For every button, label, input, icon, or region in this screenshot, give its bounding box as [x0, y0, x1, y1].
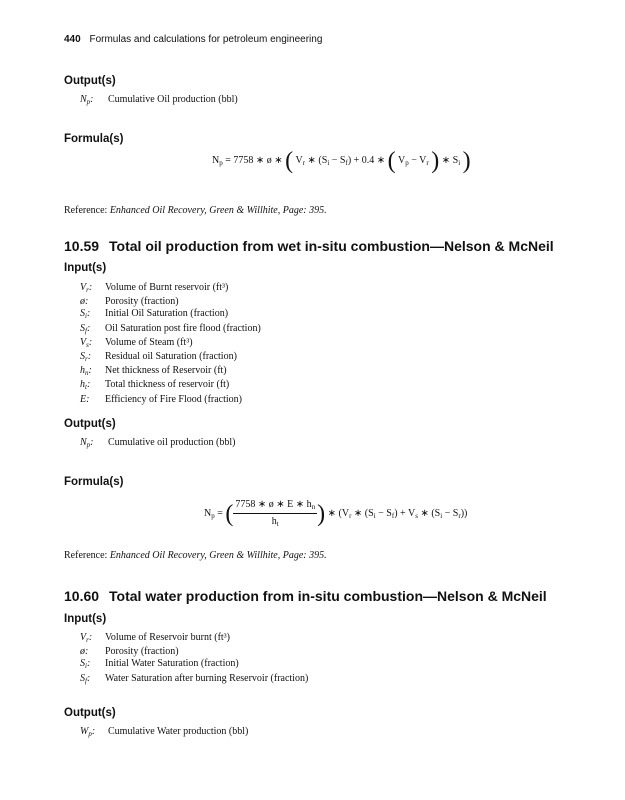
variable-symbol: $V_s$: [80, 336, 93, 349]
variable-row [80, 437, 235, 451]
variable-symbol: $N_p$: [80, 94, 94, 106]
reference-label: Reference: [64, 205, 108, 216]
section-number: 10.59 [64, 238, 100, 254]
variable-row [80, 726, 248, 740]
reference-source: Enhanced Oil Recovery, Green & Willhite, Page: 395. [109, 550, 327, 561]
variable-symbol: $h_n$: [80, 365, 92, 378]
variable-description: Initial Water Saturation (fraction) [105, 658, 239, 670]
variable-description: Initial Oil Saturation (fraction) [105, 308, 229, 320]
reference-label: Reference: [64, 550, 108, 561]
output-list [80, 94, 238, 108]
variable-description: Porosity (fraction) [105, 296, 179, 308]
variable-row [80, 351, 261, 365]
output-heading: Output(s) [64, 707, 116, 719]
section-number: 10.60 [64, 588, 100, 604]
variable-symbol: E: [80, 393, 90, 405]
variable-symbol: $W_p$: [80, 726, 96, 738]
section-heading-10-59 [64, 238, 554, 254]
variable-description: Cumulative Water production (bbl) [108, 726, 249, 737]
output-heading: Output(s) [64, 75, 116, 87]
variable-row [80, 394, 261, 406]
variable-description: Net thickness of Reservoir (ft) [105, 365, 227, 377]
section-title: Total water production from in-situ combustion—Nelson & McNeil [109, 588, 547, 604]
variable-row [80, 365, 261, 379]
variable-symbol: $V_r$: [80, 282, 93, 294]
variable-description: Porosity (fraction) [105, 646, 179, 658]
variable-description: Residual oil Saturation (fraction) [105, 351, 237, 363]
variable-symbol: $h_t$: [80, 379, 91, 392]
output-heading: Output(s) [64, 418, 116, 430]
variable-row [80, 337, 261, 351]
formula-np-burnt: $N_p = 7758$ ∗ ø ∗ ( $V_r$ ∗ $(S_i - S_f) + 0.4$ ∗ ( $V_p - V_r$ ) ∗ $S_i$ ) [212, 148, 471, 174]
input-list [80, 632, 308, 687]
section-title: Total oil production from wet in-situ combustion—Nelson & McNeil [109, 238, 554, 254]
variable-description: Cumulative Oil production (bbl) [108, 94, 238, 105]
reference-10-59 [64, 550, 327, 561]
variable-description: Efficiency of Fire Flood (fraction) [105, 393, 242, 405]
variable-row [80, 323, 261, 337]
variable-row [80, 632, 308, 646]
variable-row [80, 646, 308, 658]
variable-description: Cumulative oil production (bbl) [108, 437, 236, 448]
variable-symbol: $V_r$: [80, 632, 93, 644]
variable-description: Oil Saturation post fire flood (fraction) [105, 322, 261, 334]
variable-symbol: $S_f$: [80, 672, 91, 685]
variable-row [80, 308, 261, 322]
reference-source: Enhanced Oil Recovery, Green & Willhite, Page: 395. [109, 205, 327, 216]
variable-row [80, 658, 308, 672]
variable-symbol: ø: [80, 646, 89, 658]
variable-symbol: $S_r$: [80, 351, 92, 364]
running-title: Formulas and calculations for petroleum engineering [89, 34, 323, 45]
output-list [80, 726, 248, 740]
variable-symbol: $N_p$: [80, 437, 94, 449]
formula-heading: Formula(s) [64, 476, 124, 488]
running-header [64, 34, 322, 45]
page-number: 440 [64, 34, 81, 45]
variable-symbol: ø: [80, 296, 89, 308]
variable-description: Volume of Burnt reservoir (ft³) [105, 282, 229, 293]
variable-symbol: $S_i$: [80, 658, 91, 671]
formula-np-wet: $N_p$ = ( $\frac{7758 ∗ ø ∗ E ∗ h_n}{h_t}$ ) ∗ ($V_r$ ∗ $(S_i - S_f) + V_s$ ∗ $(S_i - S_r)$) [204, 499, 468, 528]
variable-description: Total thickness of reservoir (ft) [105, 379, 230, 391]
variable-row [80, 379, 261, 393]
variable-description: Volume of Steam (ft³) [105, 336, 193, 348]
variable-symbol: $S_i$: [80, 308, 91, 321]
variable-row [80, 94, 238, 108]
formula-heading: Formula(s) [64, 133, 124, 145]
reference-top [64, 205, 327, 216]
variable-symbol: $S_f$: [80, 322, 91, 335]
variable-description: Volume of Reservoir burnt (ft³) [105, 632, 231, 643]
input-heading: Input(s) [64, 262, 107, 274]
variable-row [80, 296, 261, 308]
input-list [80, 282, 261, 406]
output-list [80, 437, 235, 451]
input-heading: Input(s) [64, 613, 107, 625]
variable-row [80, 282, 261, 296]
variable-description: Water Saturation after burning Reservoir (fraction) [105, 672, 309, 684]
variable-row [80, 673, 308, 687]
section-heading-10-60 [64, 588, 547, 604]
